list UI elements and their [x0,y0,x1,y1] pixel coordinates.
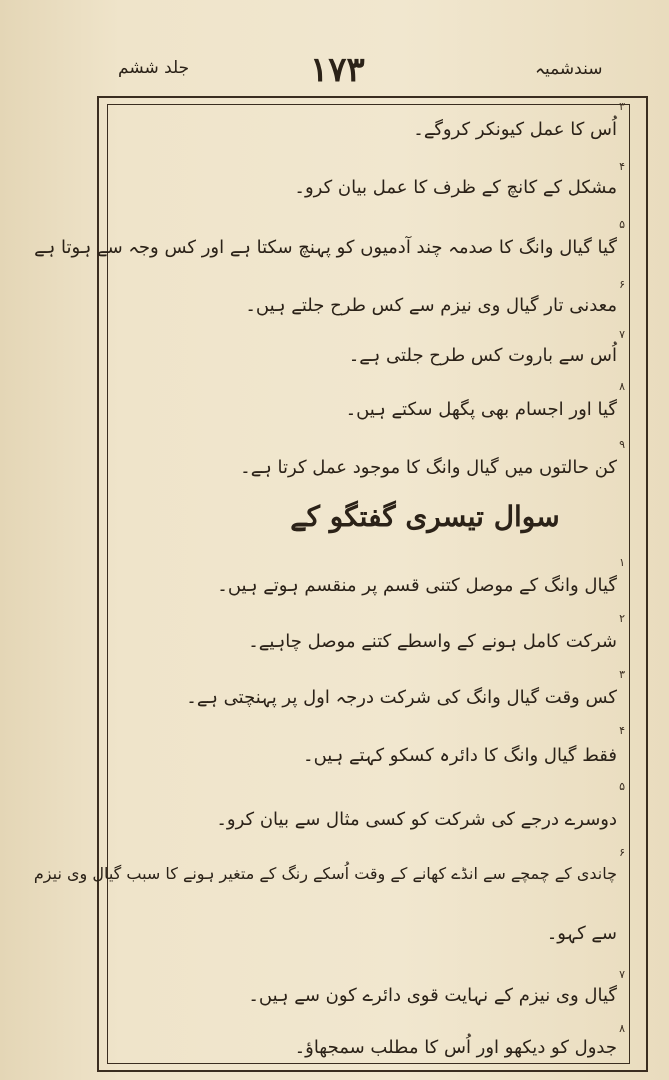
question-number: ۷ [619,328,625,341]
question-number: ۵ [619,218,625,231]
question-line: اُس سے باروت کس طرح جلتی ہے۔ [348,345,617,366]
question-line: کس وقت گیال وانگ کی شرکت درجہ اول پر پہنچتی ہے۔ [186,687,617,708]
question-line: اُس کا عمل کیونکر کروگے۔ [413,119,617,140]
question-line: شرکت کامل ہونے کے واسطے کتنے موصل چاہیے۔ [248,631,617,652]
question-line: جدول کو دیکھو اور اُس کا مطلب سمجھاؤ۔ [294,1037,617,1058]
question-line: گیال وانگ کے موصل کتنی قسم پر منقسم ہوتے ہیں۔ [217,575,617,596]
question-number: ۹ [619,438,625,451]
question-line: فقط گیال وانگ کا دائرہ کسکو کہتے ہیں۔ [303,745,617,766]
section-heading: سوال تیسری گفتگو کے [290,500,560,533]
question-number: ۴ [619,724,625,737]
question-line: گیا اور اجسام بھی پگھل سکتے ہیں۔ [345,399,617,420]
question-number: ۱ [619,556,625,569]
book-title: سندشمیہ [535,59,603,79]
question-number: ۸ [619,380,625,393]
question-line: مشکل کے کانچ کے ظرف کا عمل بیان کرو۔ [294,177,617,198]
question-number: ۶ [619,278,625,291]
volume-label: جلد ششم [118,58,190,78]
question-number: ۲ [619,612,625,625]
question-number: ۶ [619,846,625,859]
page-number: ۱۷۳ [310,50,365,90]
question-line-continued: سے کہو۔ [546,923,617,944]
question-number: ۳ [619,668,625,681]
question-line: گیال وی نیزم کے نہایت قوی دائرے کون سے ہیں۔ [248,985,617,1006]
question-line: چاندی کے چمچے سے انڈے کھانے کے وقت اُسکے رنگ کے متغیر ہونے کا سبب گیال وی نیزم [33,864,617,883]
question-number: ۷ [619,968,625,981]
question-number: ۵ [619,780,625,793]
question-number: ۳ [619,100,625,113]
question-line: گیا گیال وانگ کا صدمہ چند آدمیوں کو پہنچ سکتا ہے اور کس وجہ سے ہوتا ہے [34,237,617,258]
question-line: معدنی تار گیال وی نیزم سے کس طرح جلتے ہیں۔ [245,295,617,316]
question-line: دوسرے درجے کی شرکت کو کسی مثال سے بیان کرو۔ [216,809,617,830]
question-number: ۴ [619,160,625,173]
question-line: کن حالتوں میں گیال وانگ کا موجود عمل کرتا ہے۔ [240,457,617,478]
question-number: ۸ [619,1022,625,1035]
